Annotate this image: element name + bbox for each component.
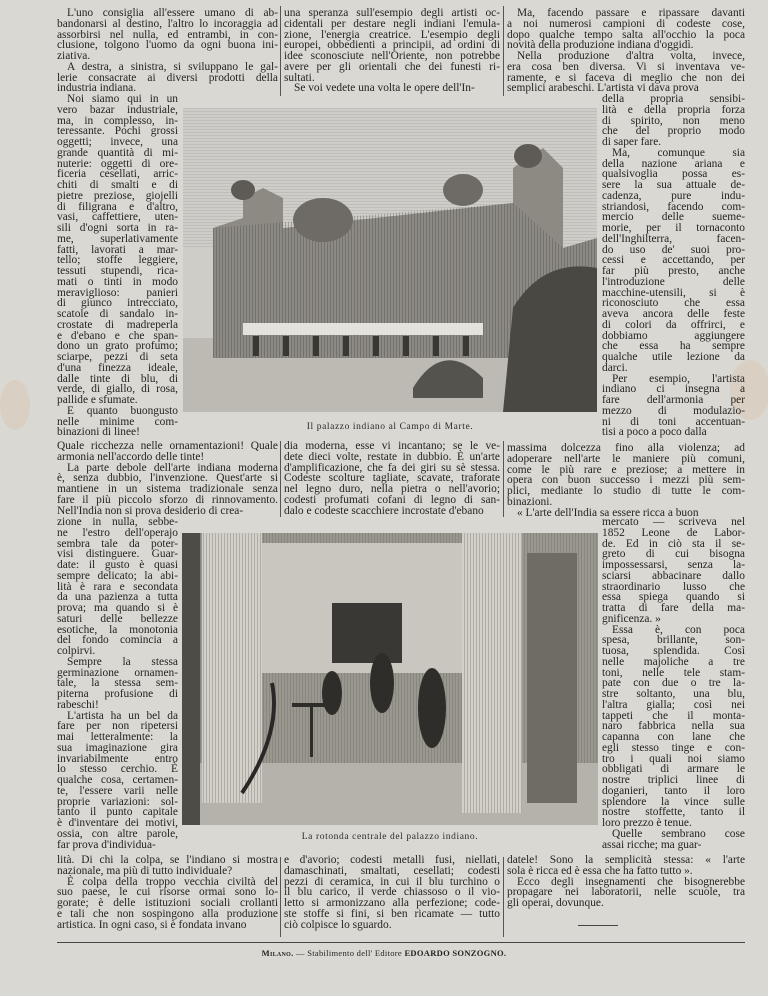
text-line: doganieri, tanto il loro: [602, 784, 745, 797]
text-line: scatole di sandalo in-: [57, 308, 178, 320]
text-line: striandosi, facendo com-: [602, 200, 745, 213]
rotunda-caption: La rotonda centrale del palazzo indiano.: [301, 832, 479, 842]
text-line: dopo qualche tempo salta all'occhio la poca: [507, 28, 745, 41]
text-line: tuosa, splendida. Così: [602, 645, 745, 657]
text-line: e tali che non sospingono alla produzione: [57, 907, 278, 920]
text-line: dia moderna, esse vi incantano; se le ve-: [284, 440, 500, 452]
footer-rule: [57, 942, 745, 943]
text-line: dono un grato profumo;: [57, 340, 178, 353]
text-line: Noi siamo qui in un: [67, 93, 178, 105]
text-line: ossia, con altre parole,: [57, 827, 178, 840]
text-line: d'amplificazione, che fa dei giri su sè stessa.: [284, 461, 500, 474]
text-line: dalo e codeste scacchiere incrostate d'ebano: [284, 504, 484, 517]
palace-engraving: [183, 108, 597, 412]
text-line: proprie variazioni: sol-: [57, 795, 178, 808]
text-line: ciò colpisce lo sguardo.: [284, 918, 392, 931]
text-line: tisi a poco a poco dalla: [602, 426, 707, 439]
text-line: prova; ma quando si è: [57, 602, 178, 614]
text-line: ste stoffe si fini, si ben ricamate — tutto: [284, 907, 500, 920]
text-block-c3c: [507, 443, 745, 518]
text-line: piterna profusione di: [57, 688, 178, 700]
column-rule: [280, 6, 281, 96]
text-line: invariabilmente entro: [57, 752, 178, 765]
text-line: sili d'ogni sorta in ra-: [57, 222, 178, 234]
text-line: darci.: [602, 361, 628, 374]
text-line: sua imaginazione gira: [57, 741, 178, 754]
column-rule: [503, 857, 504, 937]
text-line: indiano ci insegna a: [602, 383, 745, 396]
text-line: nuterie: oggetti di ore-: [57, 157, 178, 170]
text-block-c1d: [57, 517, 178, 850]
text-line: far più presto, anche: [602, 265, 745, 277]
text-line: pallide e sfumate.: [57, 394, 138, 406]
text-line: vasi, caffettiere, uten-: [57, 211, 178, 224]
text-line: dalle tinte di blu, di: [57, 372, 178, 385]
rotunda-engraving: [182, 533, 598, 825]
text-line: binazioni.: [507, 495, 553, 508]
text-line: colpirvi.: [57, 645, 96, 657]
text-line: del fondo comincia a: [57, 634, 178, 647]
text-line: tello; stoffe leggiere,: [57, 254, 178, 267]
text-line: stre soltanto, una blu,: [602, 688, 745, 700]
text-block-c2a: [284, 8, 500, 94]
text-line: codesti profumati cofani di legno di san-: [284, 493, 500, 506]
column-rule: [280, 441, 281, 517]
text-line: Sempre la stessa: [67, 655, 178, 668]
text-line: tappeti che il monta-: [602, 709, 745, 722]
text-line: obbligati di armare le: [602, 763, 745, 776]
text-line: massima dolcezza fino alla violenza; ad: [507, 442, 745, 454]
text-line: far prova d'individua-: [57, 838, 156, 851]
text-line: impossessarsi, senza la-: [602, 559, 745, 571]
text-line: semplici arabeschi. L'artista vi dava prova: [507, 82, 699, 95]
text-line: capanna con lane che: [602, 731, 745, 743]
text-line: « L'arte dell'India sa essere ricca a buon: [517, 506, 699, 519]
text-line: egli stesso tinge e con-: [602, 741, 745, 754]
text-line: greto di cui bisogna: [602, 548, 745, 561]
text-line: armonia nell'accordo delle tinte!: [57, 450, 205, 463]
text-line: Ma, facendo passare e ripassare davanti: [517, 7, 745, 19]
text-line: do uso de' suoi pro-: [602, 243, 745, 256]
text-line: di giunco intrecciato,: [57, 297, 178, 310]
text-line: damaschinati, smaltati, cesellati; codesti: [284, 864, 500, 877]
text-line: lo stesso cerchio. È: [57, 763, 178, 776]
text-line: era cosa ben diversa. Vi si inventava ve-: [507, 60, 745, 73]
text-line: rabeschi!: [57, 698, 99, 711]
text-line: È colpa della troppo vecchia civiltà del: [67, 875, 278, 888]
text-line: sempre delicato; la abi-: [57, 569, 178, 582]
text-line: tessuti stupendi, rica-: [57, 265, 178, 277]
text-block-c3b: [602, 94, 745, 438]
text-line: avere per gli orientali che dei funesti ri-: [284, 60, 500, 73]
text-line: Se voi vedete una volta le opere dell'In-: [294, 82, 475, 95]
text-line: teressante. Pochi grossi: [57, 125, 178, 138]
text-line: Essa è, con poca: [612, 623, 745, 636]
text-line: mercio delle sueme-: [602, 211, 745, 224]
text-line: aveva ancora delle feste: [602, 308, 745, 320]
text-line: germinazione ornamen-: [57, 666, 178, 679]
text-line: qualche cosa, certamen-: [57, 774, 178, 786]
text-line: il blu carico, il verde chiassoso o il vio-: [284, 886, 500, 899]
text-line: mercato — scriveva nel: [602, 516, 745, 528]
footer-text: — Stabilimento dell' Editore: [293, 948, 405, 958]
text-line: E quanto buongusto: [67, 404, 178, 417]
text-line: cessi e accettando, per: [602, 254, 745, 267]
text-line: Nell'India non si prova desiderio di crea-: [57, 504, 244, 517]
footer-city: Milano.: [261, 948, 294, 958]
text-line: saturi delle bellezze: [57, 612, 178, 625]
text-line: spesa, brillante, son-: [602, 634, 745, 647]
text-line: datele! Sono la semplicità stessa: « l'arte: [507, 854, 745, 866]
text-line: ne l'estro dell'operajo: [57, 526, 178, 539]
text-line: L'uno consiglia all'essere umano di ab-: [67, 7, 278, 19]
text-line: nelle majoliche a tre: [602, 655, 745, 668]
text-block-c3e: [507, 855, 745, 909]
end-of-article-rule: [578, 925, 618, 926]
text-line: che del proprio modo: [602, 125, 745, 138]
text-line: loro prezzo è tenue.: [602, 817, 692, 829]
column-rule: [503, 6, 504, 96]
text-line: idee sconosciute nell'Oriente, non potrebbe: [284, 50, 500, 62]
text-block-c1e: [57, 855, 278, 930]
text-line: crostate di madreperla: [57, 318, 178, 331]
text-line: sembra tale da poter-: [57, 537, 178, 550]
text-line: lità è rara e secondata: [57, 580, 178, 593]
text-line: suo paese, le cui risorse ormai sono lo-: [57, 886, 278, 899]
footer-publisher: EDOARDO SONZOGNO.: [404, 948, 507, 958]
text-line: pate con due o tre la-: [602, 677, 745, 690]
paper-stain: [0, 380, 30, 430]
text-line: nazionale, ma più di tutto individuale?: [57, 864, 233, 877]
text-line: l'altra gialla; così nei: [602, 698, 745, 711]
text-line: assai ricche; ma guar-: [602, 838, 702, 851]
text-line: Ecco degli insegnamenti che bisognerebbe: [517, 875, 745, 888]
text-line: verde, di giallo, di rosa,: [57, 383, 178, 396]
text-line: La parte debole dell'arte indiana moderna: [67, 461, 278, 474]
text-line: lità. Di chi la colpa, se l'indiano si mostra: [57, 854, 278, 866]
text-line: 1852 Leone de Labor-: [602, 526, 745, 539]
text-line: gli operai, dovunque.: [507, 897, 604, 909]
text-block-c2c: [284, 855, 500, 930]
text-line: L'artista ha un bel da: [67, 709, 178, 722]
text-line: qualche utile lezione da: [602, 351, 745, 363]
text-line: mati o tinti in modo: [57, 275, 178, 288]
page-footer: [0, 948, 768, 958]
text-line: sciarsi abbacinare dallo: [602, 569, 745, 582]
text-line: e d'ebano e che span-: [57, 329, 178, 342]
text-line: che essa ha sempre: [602, 340, 745, 353]
text-line: ni di toni accentuan-: [602, 415, 745, 428]
text-line: nel legno duro, nella pietra o nell'avorio;: [284, 483, 500, 495]
column-rule: [280, 857, 281, 937]
text-line: ramente, e si faceva di meglio che non dei: [507, 71, 745, 84]
text-block-c3d: [602, 517, 745, 850]
text-line: Per esempio, l'artista: [612, 372, 745, 385]
text-line: riconosciuto che essa: [602, 297, 745, 310]
text-line: novità della produzione indiana d'oggidì.: [507, 39, 694, 52]
text-line: grande quantità di mi-: [57, 146, 178, 159]
text-line: zione, l'energia creatrice. L'esempio degli: [284, 28, 500, 41]
text-line: dell'Inghilterra, facen-: [602, 232, 745, 245]
text-line: della nazione ariana e: [602, 157, 745, 170]
text-line: industria indiana.: [57, 82, 137, 95]
text-line: assorbirsi nel nulla, ed entrambi, in con-: [57, 28, 278, 41]
text-line: pietre preziose, giojelli: [57, 189, 178, 202]
text-line: da una pazienza a tutta: [57, 591, 178, 604]
palace-caption: Il palazzo indiano al Campo di Marte.: [306, 422, 474, 432]
text-line: l'introduzione delle: [602, 275, 745, 288]
text-line: fare per non ripetersi: [57, 720, 178, 733]
text-line: europei, obbedienti a principii, ad ordini di: [284, 39, 500, 52]
text-line: cadenza, pure indu-: [602, 189, 745, 202]
text-line: nostre triplici linee di: [602, 774, 745, 786]
text-line: Quelle sembrano cose: [612, 827, 745, 840]
text-line: sola è ricca ed è essa che ha fatto tutto ».: [507, 864, 693, 877]
text-line: oggetti; invece, una: [57, 136, 178, 148]
text-line: sultati.: [284, 71, 315, 84]
text-line: lità e della propria forza: [602, 103, 745, 116]
text-line: e d'avorio; codesti metalli fusi, niellati,: [284, 854, 500, 866]
text-line: binazioni di linee!: [57, 426, 140, 439]
text-line: visi distinguere. Guar-: [57, 548, 178, 561]
text-line: d'una finezza ideale,: [57, 361, 178, 374]
text-line: tale, la stessa sem-: [57, 677, 178, 690]
text-line: plici, mediante lo studio di tutte le com-: [507, 485, 745, 497]
text-line: della propria sensibi-: [602, 93, 745, 105]
text-line: mezzo di modulazio-: [602, 404, 745, 417]
text-line: splendore la vince sulle: [602, 795, 745, 808]
text-line: qualsivoglia possa es-: [602, 168, 745, 181]
text-line: tro i quali noi siamo: [602, 752, 745, 765]
text-block-c1b: [57, 94, 178, 438]
text-line: morie, per il tornaconto: [602, 222, 745, 234]
text-line: cidentali per destare negli indiani l'emula-: [284, 17, 500, 30]
text-line: propagare nei laboratorii, nelle scuole, tra: [507, 886, 745, 899]
column-rule: [503, 441, 504, 517]
text-line: dete dieci volte, restate in dubbio. È un'arte: [284, 450, 500, 463]
text-line: de. Ed in ciò sta il se-: [602, 537, 745, 550]
text-line: tratta di fare della ma-: [602, 602, 745, 614]
text-line: a noi numerosi campioni di codeste cose,: [507, 17, 745, 30]
text-line: naro fabbrica nella sua: [602, 720, 745, 733]
text-line: di filigrana e d'altro,: [57, 200, 178, 213]
text-line: gnificenza. »: [602, 612, 661, 625]
text-line: A destra, a sinistra, si sviluppano le gal-: [67, 60, 278, 73]
text-line: mai letteralmente: la: [57, 731, 178, 743]
text-line: straordinario lusso che: [602, 580, 745, 593]
text-line: nostre stoffette, tanto il: [602, 806, 745, 819]
text-line: lerie consacrate ai diversi prodotti della: [57, 71, 278, 84]
text-line: una speranza sull'esempio degli artisti oc-: [284, 7, 500, 19]
text-line: Nella produzione d'altra volta, invece,: [517, 50, 745, 62]
text-line: Codeste scolture tagliate, scavate, traforate: [284, 472, 500, 485]
text-line: vero bazar industriale,: [57, 103, 178, 116]
text-block-c3a: [507, 8, 745, 94]
text-line: artistica. In ogni caso, si è fondata invano: [57, 918, 247, 931]
text-line: di spirito, non meno: [602, 114, 745, 127]
text-line: meraviglioso: panieri: [57, 286, 178, 299]
text-block-c1c: [57, 441, 278, 516]
text-line: Quale ricchezza nelle ornamentazioni! Quale: [57, 440, 278, 452]
text-line: sere la sua attuale de-: [602, 179, 745, 191]
text-line: chiti di smalti e di: [57, 179, 178, 191]
text-line: come le più rare e preziose; a mettere in: [507, 463, 745, 476]
text-line: mantiene in un sistema tradizionale senza: [57, 483, 278, 495]
text-line: di saper fare.: [602, 136, 662, 148]
text-line: ma, in complesso, in-: [57, 114, 178, 127]
text-line: è, senza dubbio, l'invenzione. Quest'arte si: [57, 472, 278, 485]
text-line: di colori da offrirci, e: [602, 318, 745, 331]
text-line: ziativa.: [57, 50, 91, 62]
text-line: toni, nelle tele stam-: [602, 666, 745, 679]
text-line: macchine-utensili, si è: [602, 286, 745, 299]
text-line: essa spiega quando si: [602, 591, 745, 604]
text-line: gorate; è delle istituzioni sociali crollanti: [57, 897, 278, 909]
text-line: te, l'essere varii nelle: [57, 784, 178, 797]
text-line: opera con buon successo i mezzi più sem-: [507, 474, 745, 487]
text-line: pezzi di ceramica, in cui il blu turchino o: [284, 875, 500, 888]
text-line: me, superlativamente: [57, 232, 178, 245]
text-block-c1a: [57, 8, 278, 94]
text-line: è d'inventare dei motivi,: [57, 817, 178, 829]
text-line: sciarpe, pezzi di seta: [57, 351, 178, 363]
text-line: letto si armonizzano alla perfezione; code-: [284, 897, 500, 909]
text-line: date: il gusto è quasi: [57, 559, 178, 571]
text-line: clusione, tolgono l'uomo da ogni buona ini-: [57, 39, 278, 52]
text-line: bandonarsi al destino, l'altro lo incoraggia ad: [57, 17, 278, 30]
text-line: fatti, lavorati a mar-: [57, 243, 178, 256]
text-block-c2b: [284, 441, 500, 516]
text-line: esotiche, la monotonia: [57, 623, 178, 636]
text-line: Ma, comunque sia: [612, 146, 745, 159]
text-line: fare il più piccolo sforzo di rinnovamento.: [57, 493, 278, 506]
text-line: nelle minime com-: [57, 415, 178, 428]
text-line: dobbiamo aggiungere: [602, 329, 745, 342]
text-line: fare dell'armonia per: [602, 394, 745, 406]
text-line: zione in nulla, sebbe-: [57, 516, 178, 528]
text-line: tanto il punto capitale: [57, 806, 178, 819]
text-line: ficeria cesellati, arric-: [57, 168, 178, 181]
text-line: adoperare nell'arte le maniere più comuni,: [507, 452, 745, 465]
